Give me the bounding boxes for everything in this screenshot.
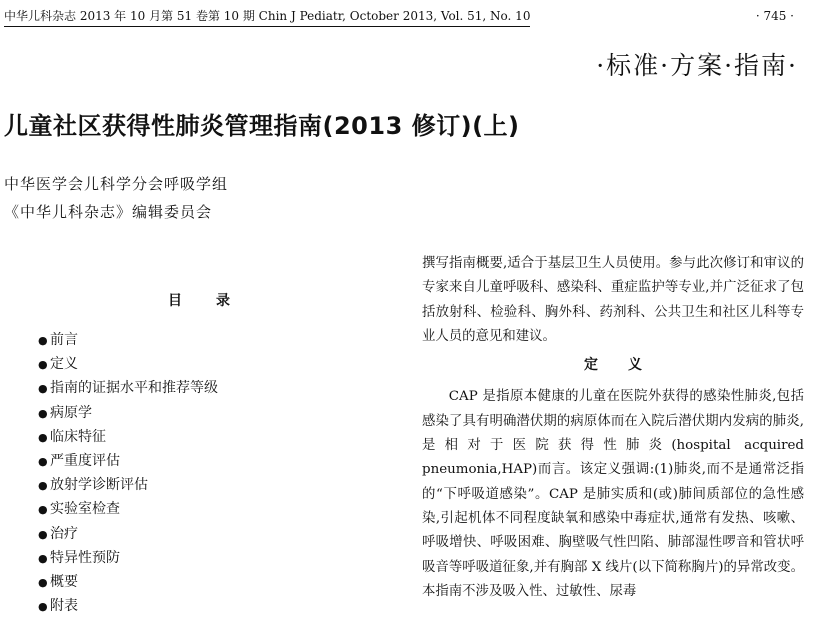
body-column [422,252,804,604]
bullet-icon: ● [38,600,48,614]
toc-item [38,570,218,594]
bullet-icon: ● [38,406,48,420]
author-group: 《中华儿科杂志》编辑委员会 [4,203,213,221]
bullet-icon: ● [38,527,48,541]
table-of-contents [38,328,218,618]
toc-heading: 目录 [168,293,264,309]
author-group: 中华医学会儿科学分会呼吸学组 [4,175,229,193]
bullet-icon: ● [38,430,48,444]
toc-item-label: 临床特征 [50,428,106,445]
toc-item-label: 治疗 [50,525,78,542]
toc-item-label: 实验室检查 [50,501,120,518]
bullet-icon: ● [38,575,48,589]
journal-citation: 中华儿科杂志 2013 年 10 月第 51 卷第 10 期 Chin J Pediatr, October 2013, Vol. 51, No. 10 [4,6,530,27]
toc-item [38,522,218,546]
page-number: · 745 · [755,9,794,23]
bullet-icon: ● [38,358,48,372]
toc-item [38,425,218,449]
running-header [0,6,812,26]
toc-item-label: 定义 [50,356,78,373]
bullet-icon: ● [38,551,48,565]
toc-item [38,594,218,618]
section-tag: ·标准·方案·指南· [596,51,798,80]
toc-item [38,328,218,352]
toc-item-label: 附表 [50,598,78,615]
bullet-icon: ● [38,334,48,347]
bullet-icon: ● [38,382,48,396]
toc-item [38,352,218,376]
bullet-icon: ● [38,479,48,493]
toc-item-label: 病原学 [50,404,92,421]
toc-item-label: 特异性预防 [50,549,120,566]
toc-item-label: 放射学诊断评估 [50,477,148,494]
bullet-icon: ● [38,454,48,468]
definition-heading: 定义 [584,357,672,374]
toc-item [38,449,218,473]
toc-item [38,497,218,521]
toc-item-label: 概要 [50,573,78,590]
authors-block [4,170,228,226]
toc-item-label: 严重度评估 [50,452,120,469]
definition-paragraph: CAP 是指原本健康的儿童在医院外获得的感染性肺炎,包括感染了具有明确潜伏期的病原体而在入院后潜伏期内发病的肺炎,是相对于医院获得性肺炎(hospital acquired pneumonia,HAP)而言。该定义强调:(1)肺炎,而不是通常泛指的“下呼吸道感染”。CAP 是肺实质和(或)肺间质部位的急性感染,引起机体不同程度缺氧和感染中毒症状,通常有发热、咳嗽、呼吸增快、呼吸困难、胸壁吸气性凹陷、肺部湿性啰音和管状呼吸音等呼吸道征象,并有胸部 X 线片(以下简称胸片)的异常改变。本指南不涉及吸入性、过敏性、尿毒 [422,389,804,599]
toc-item [38,546,218,570]
article-title: 儿童社区获得性肺炎管理指南(2013 修订)(上) [4,112,520,140]
bullet-icon: ● [38,503,48,517]
intro-paragraph: 撰写指南概要,适合于基层卫生人员使用。参与此次修订和审议的专家来自儿童呼吸科、感染科、重症监护等专业,并广泛征求了包括放射科、检验科、胸外科、药剂科、公共卫生和社区儿科等专业人员的意见和建议。 [422,256,804,344]
toc-item [38,376,218,400]
toc-item [38,473,218,497]
toc-item-label: 指南的证据水平和推荐等级 [50,380,218,397]
toc-item [38,401,218,425]
toc-item-label: 前言 [50,332,78,348]
